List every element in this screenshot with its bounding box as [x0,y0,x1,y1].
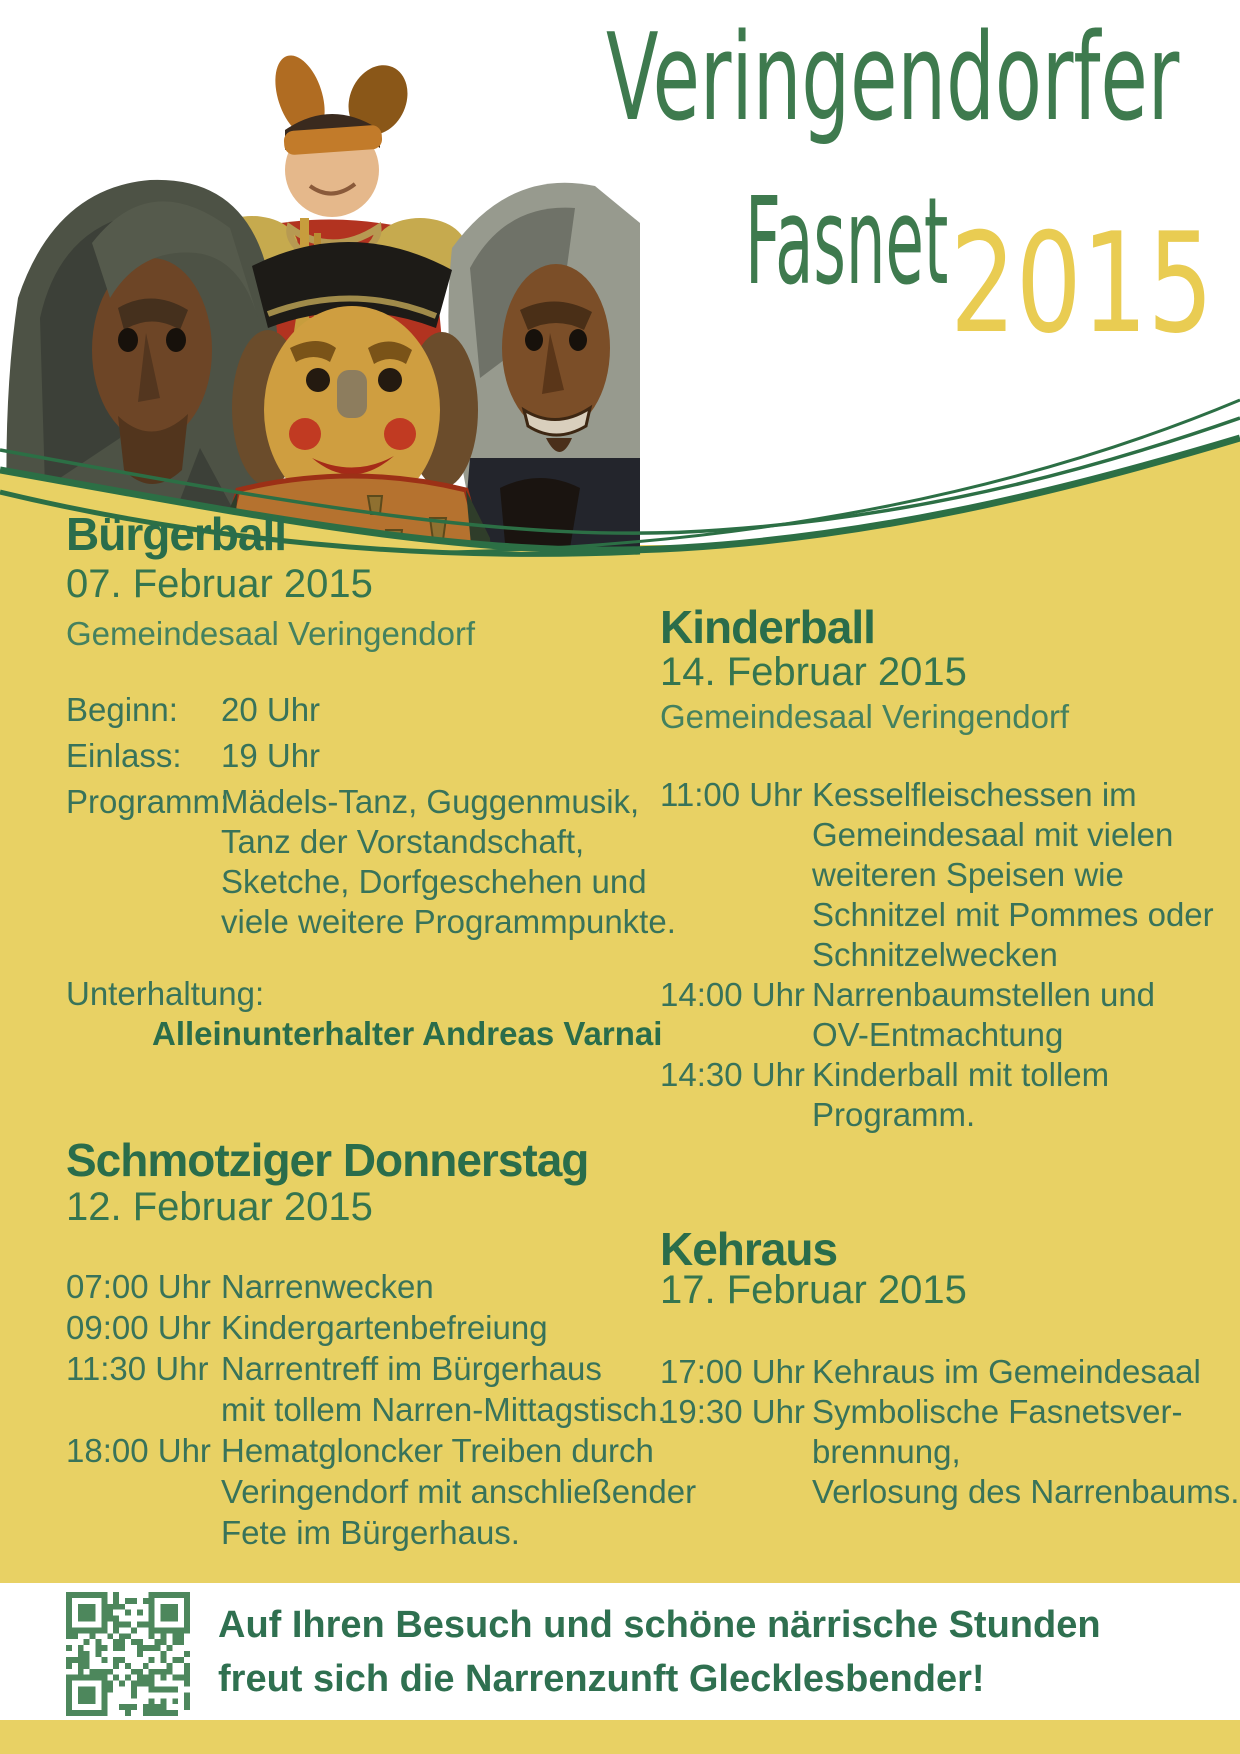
info-label: Programm: [66,783,230,820]
entertainment-value: Alleinunterhalter Andreas Varnai [152,1015,663,1052]
schedule-line: Symbolische Fasnetsver- [812,1393,1183,1430]
info-label: Beginn: [66,691,178,728]
poster-title-year: 2015 [950,203,1214,364]
schedule-row [660,1352,1239,1392]
buergerball-venue: Gemeindesaal Veringendorf [66,615,476,652]
footer-line1: Auf Ihren Besuch und schöne närrische Stunden [218,1604,1101,1646]
schedule-time: 11:30 Uhr [66,1350,209,1387]
schedule-line: Kesselfleischessen im [812,776,1137,813]
schedule-row [660,1055,1214,1135]
schedule-line: Kehraus im Gemeindesaal [812,1353,1201,1390]
buergerball-date: 07. Februar 2015 [66,562,373,606]
qr-code [66,1592,190,1716]
schedule-line: Kinderball mit tollem [812,1056,1110,1093]
schedule-line: Schnitzelwecken [812,936,1058,973]
schedule-line: Veringendorf mit anschließender [221,1473,697,1510]
schmotziger-date: 12. Februar 2015 [66,1185,373,1229]
schedule-line: brennung, [812,1433,961,1470]
schedule-row [66,1266,696,1307]
schedule-time: 18:00 Uhr [66,1432,211,1469]
schedule-time: 09:00 Uhr [66,1309,211,1346]
schedule-line: Narrenbaumstellen und [812,976,1156,1013]
schedule-line: OV-Entmachtung [812,1016,1064,1053]
kinderball-heading: Kinderball [660,601,875,653]
info-value: Mädels-Tanz, Guggenmusik, [221,783,640,820]
schedule-row [660,975,1214,1055]
schedule-row [66,1430,696,1553]
entertainment-label: Unterhaltung: [66,975,265,1012]
info-row-beginn [66,690,676,730]
info-row-einlass [66,736,676,776]
schedule-row [66,1348,696,1430]
schedule-row [660,775,1214,975]
kehraus-heading: Kehraus [660,1223,838,1275]
schedule-line: Programm. [812,1096,976,1133]
schmotziger-schedule [66,1266,696,1553]
schedule-line: Kindergartenbefreiung [221,1309,548,1346]
buergerball-heading: Bürgerball [66,508,287,560]
schedule-time: 17:00 Uhr [660,1353,805,1390]
buergerball-info [66,690,676,948]
kinderball-schedule [660,775,1214,1135]
info-value: viele weitere Programmpunkte. [221,903,676,940]
schedule-time: 19:30 Uhr [660,1393,805,1430]
poster-title-line1: Veringendorfer [606,9,1180,148]
footer-message [218,1598,1101,1706]
kehraus-schedule [660,1352,1239,1512]
schedule-line: Narrenwecken [221,1268,434,1305]
info-value: Sketche, Dorfgeschehen und [221,863,647,900]
schedule-line: Schnitzel mit Pommes oder [812,896,1214,933]
kinderball-venue: Gemeindesaal Veringendorf [660,698,1070,735]
schedule-line: Gemeindesaal mit vielen [812,816,1174,853]
poster-title-line2: Fasnet [745,173,949,312]
schedule-row [660,1392,1239,1512]
qr-finder-top-left [66,1592,107,1633]
footer-line2: freut sich die Narrenzunft Glecklesbender! [218,1658,985,1700]
schedule-line: mit tollem Narren-Mittagstisch. [221,1391,667,1428]
schedule-time: 11:00 Uhr [660,776,803,813]
schedule-time: 14:30 Uhr [660,1056,805,1093]
schedule-line: weiteren Speisen wie [812,856,1124,893]
qr-finder-bottom-left [66,1675,107,1716]
schedule-time: 14:00 Uhr [660,976,805,1013]
schedule-line: Verlosung des Narrenbaums. [812,1473,1240,1510]
info-label: Einlass: [66,737,182,774]
schedule-line: Hematgloncker Treiben durch [221,1432,654,1469]
schedule-row [66,1307,696,1348]
schedule-line: Narrentreff im Bürgerhaus [221,1350,602,1387]
info-row-programm [66,782,676,942]
kinderball-date: 14. Februar 2015 [660,650,967,694]
info-value: Tanz der Vorstandschaft, [221,823,585,860]
schmotziger-heading: Schmotziger Donnerstag [66,1134,589,1186]
qr-finder-top-right [149,1592,190,1633]
info-value: 19 Uhr [221,737,321,774]
schedule-line: Fete im Bürgerhaus. [221,1514,520,1551]
kehraus-date: 17. Februar 2015 [660,1268,967,1312]
info-value: 20 Uhr [221,691,321,728]
schedule-time: 07:00 Uhr [66,1268,211,1305]
